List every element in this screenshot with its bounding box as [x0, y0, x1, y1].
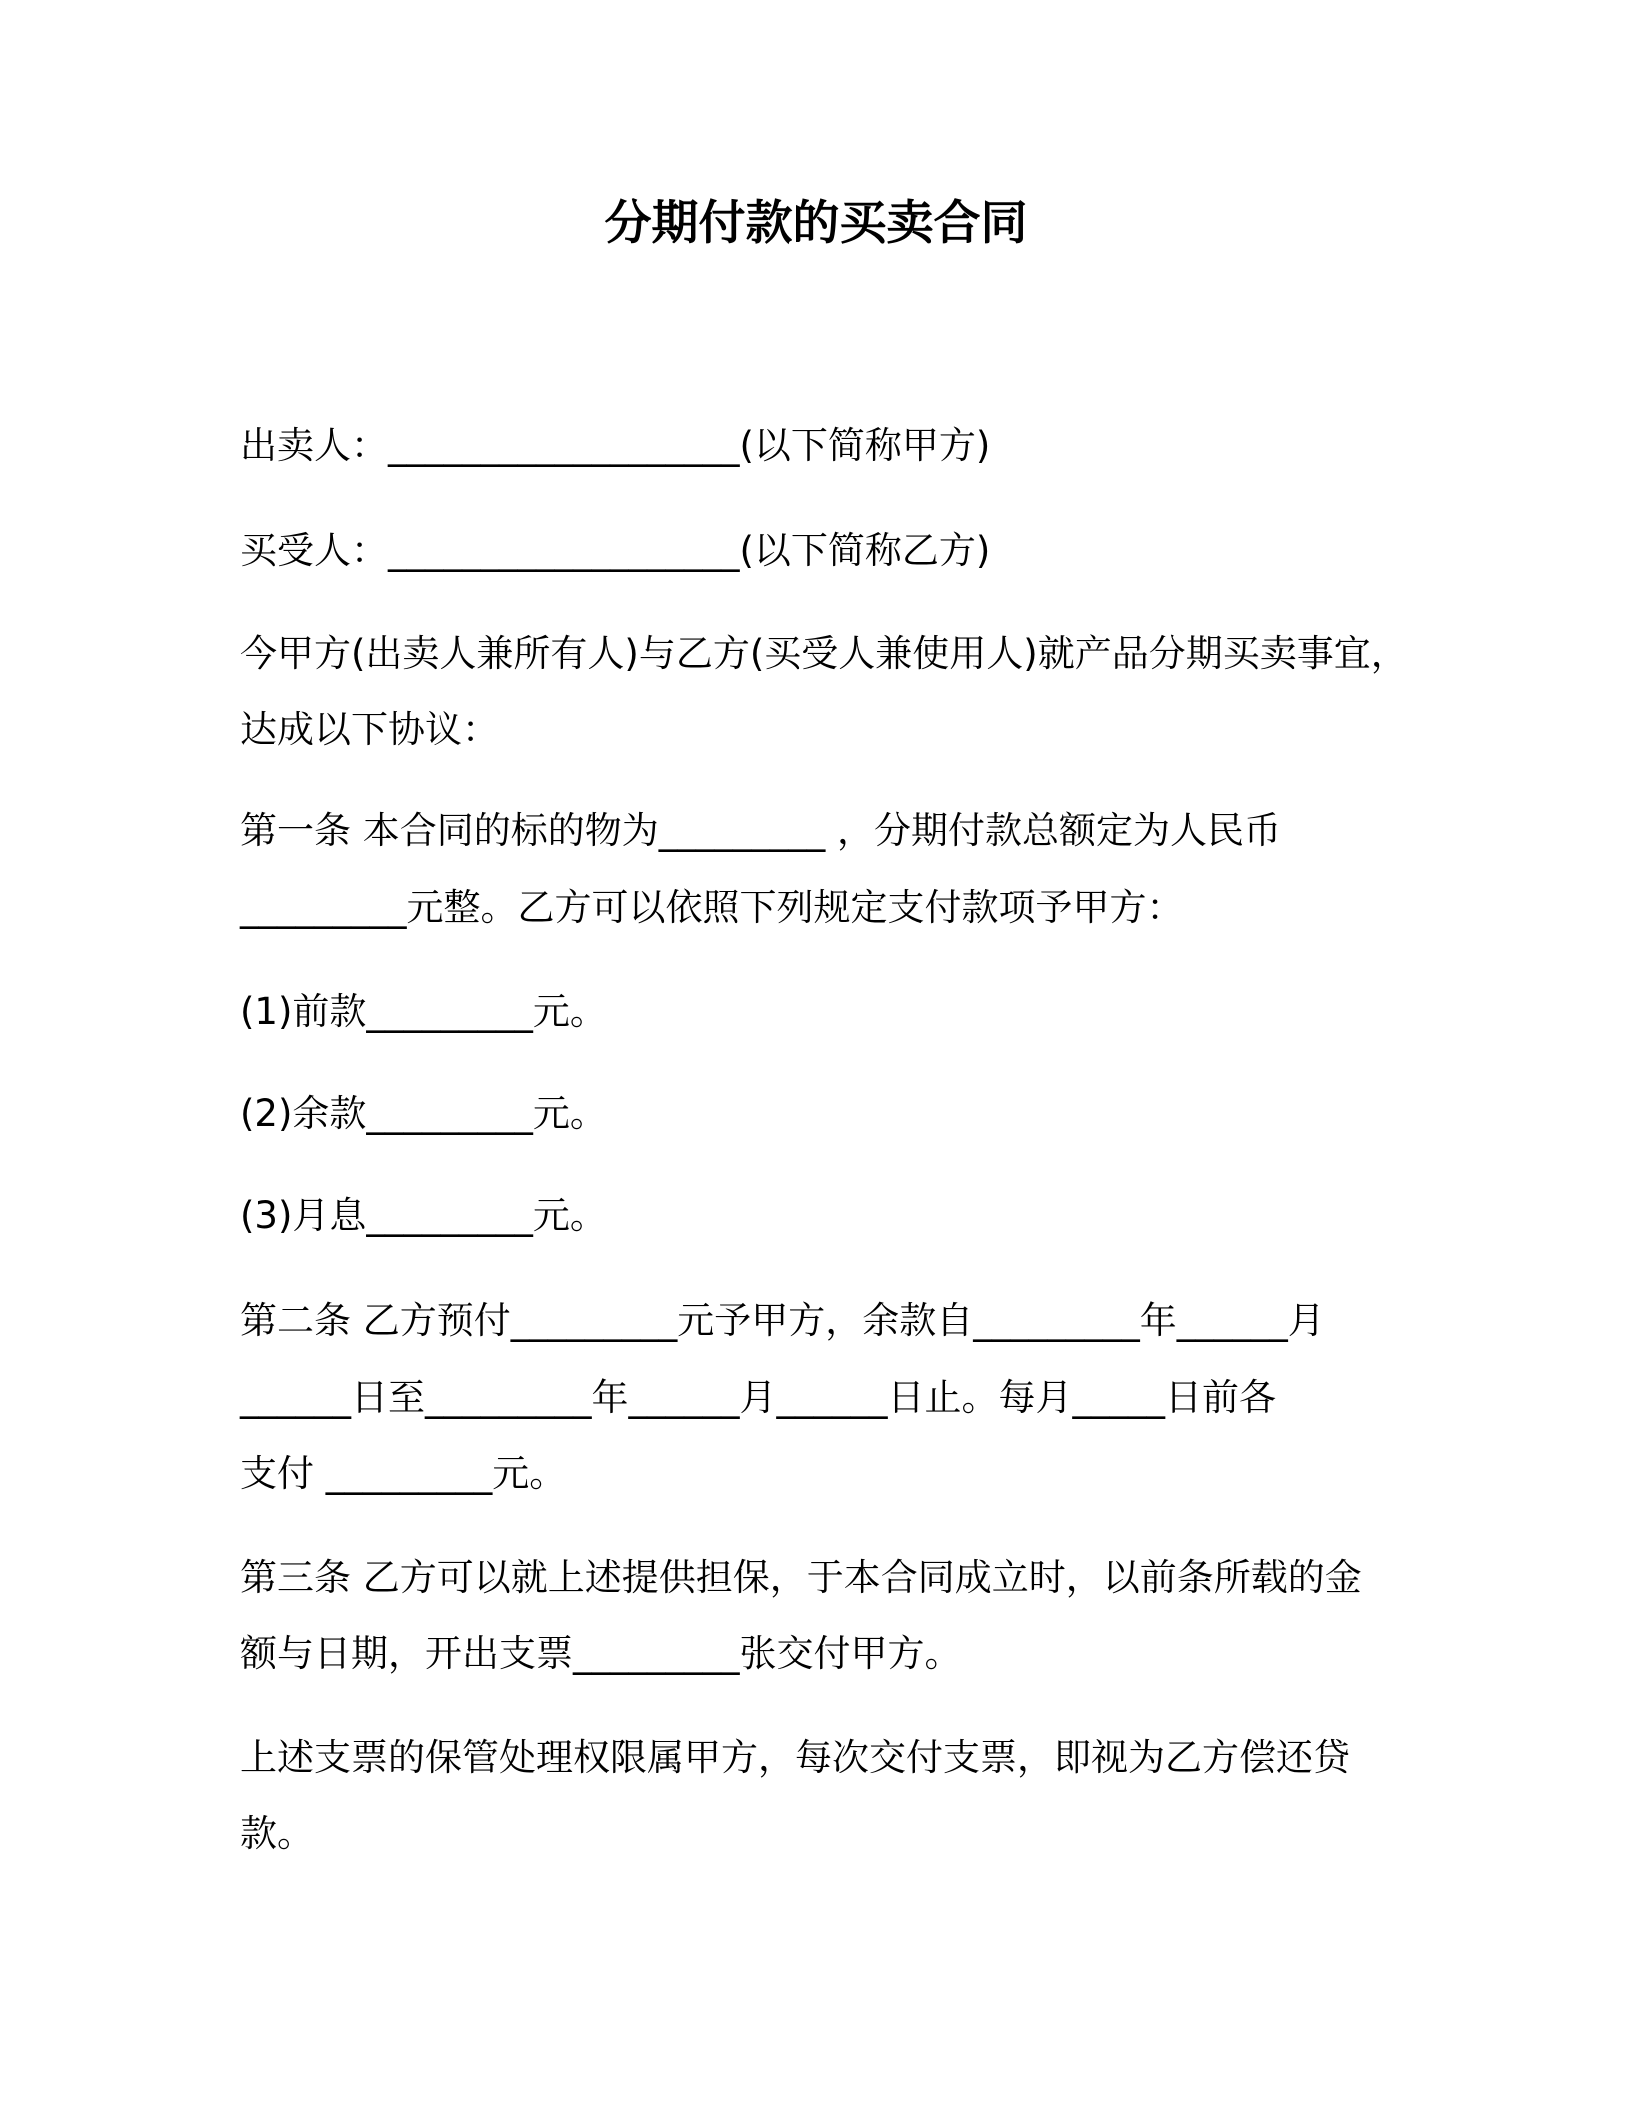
check-note-line-2: 款。 — [240, 1812, 314, 1855]
article-2-line-3: 支付 _________元。 — [240, 1452, 567, 1495]
article-3-line-2: 额与日期，开出支票_________张交付甲方。 — [240, 1632, 962, 1675]
intro-line-2: 达成以下协议： — [240, 708, 499, 751]
article-2-line-2: ______日至_________年______月______日止。每月_____日前各 — [240, 1376, 1276, 1419]
item-1-line: (1)前款_________元。 — [240, 990, 607, 1033]
buyer-line: 买受人：___________________(以下简称乙方) — [240, 529, 991, 572]
article-1-line-2: _________元整。乙方可以依照下列规定支付款项予甲方： — [240, 886, 1184, 929]
article-1-line-1: 第一条 本合同的标的物为_________ ，分期付款总额定为人民币 — [240, 809, 1282, 852]
article-2-line-1: 第二条 乙方预付_________元予甲方，余款自_________年______月 — [240, 1299, 1325, 1342]
item-2-line: (2)余款_________元。 — [240, 1092, 607, 1135]
intro-line-1: 今甲方(出卖人兼所有人)与乙方(买受人兼使用人)就产品分期买卖事宜， — [240, 632, 1408, 675]
article-3-line-1: 第三条 乙方可以就上述提供担保，于本合同成立时，以前条所载的金 — [240, 1556, 1362, 1599]
item-3-line: (3)月息_________元。 — [240, 1194, 607, 1237]
document-title: 分期付款的买卖合同 — [604, 196, 1028, 251]
check-note-line-1: 上述支票的保管处理权限属甲方，每次交付支票，即视为乙方偿还贷 — [240, 1736, 1350, 1779]
seller-line: 出卖人：___________________(以下简称甲方) — [240, 424, 991, 467]
